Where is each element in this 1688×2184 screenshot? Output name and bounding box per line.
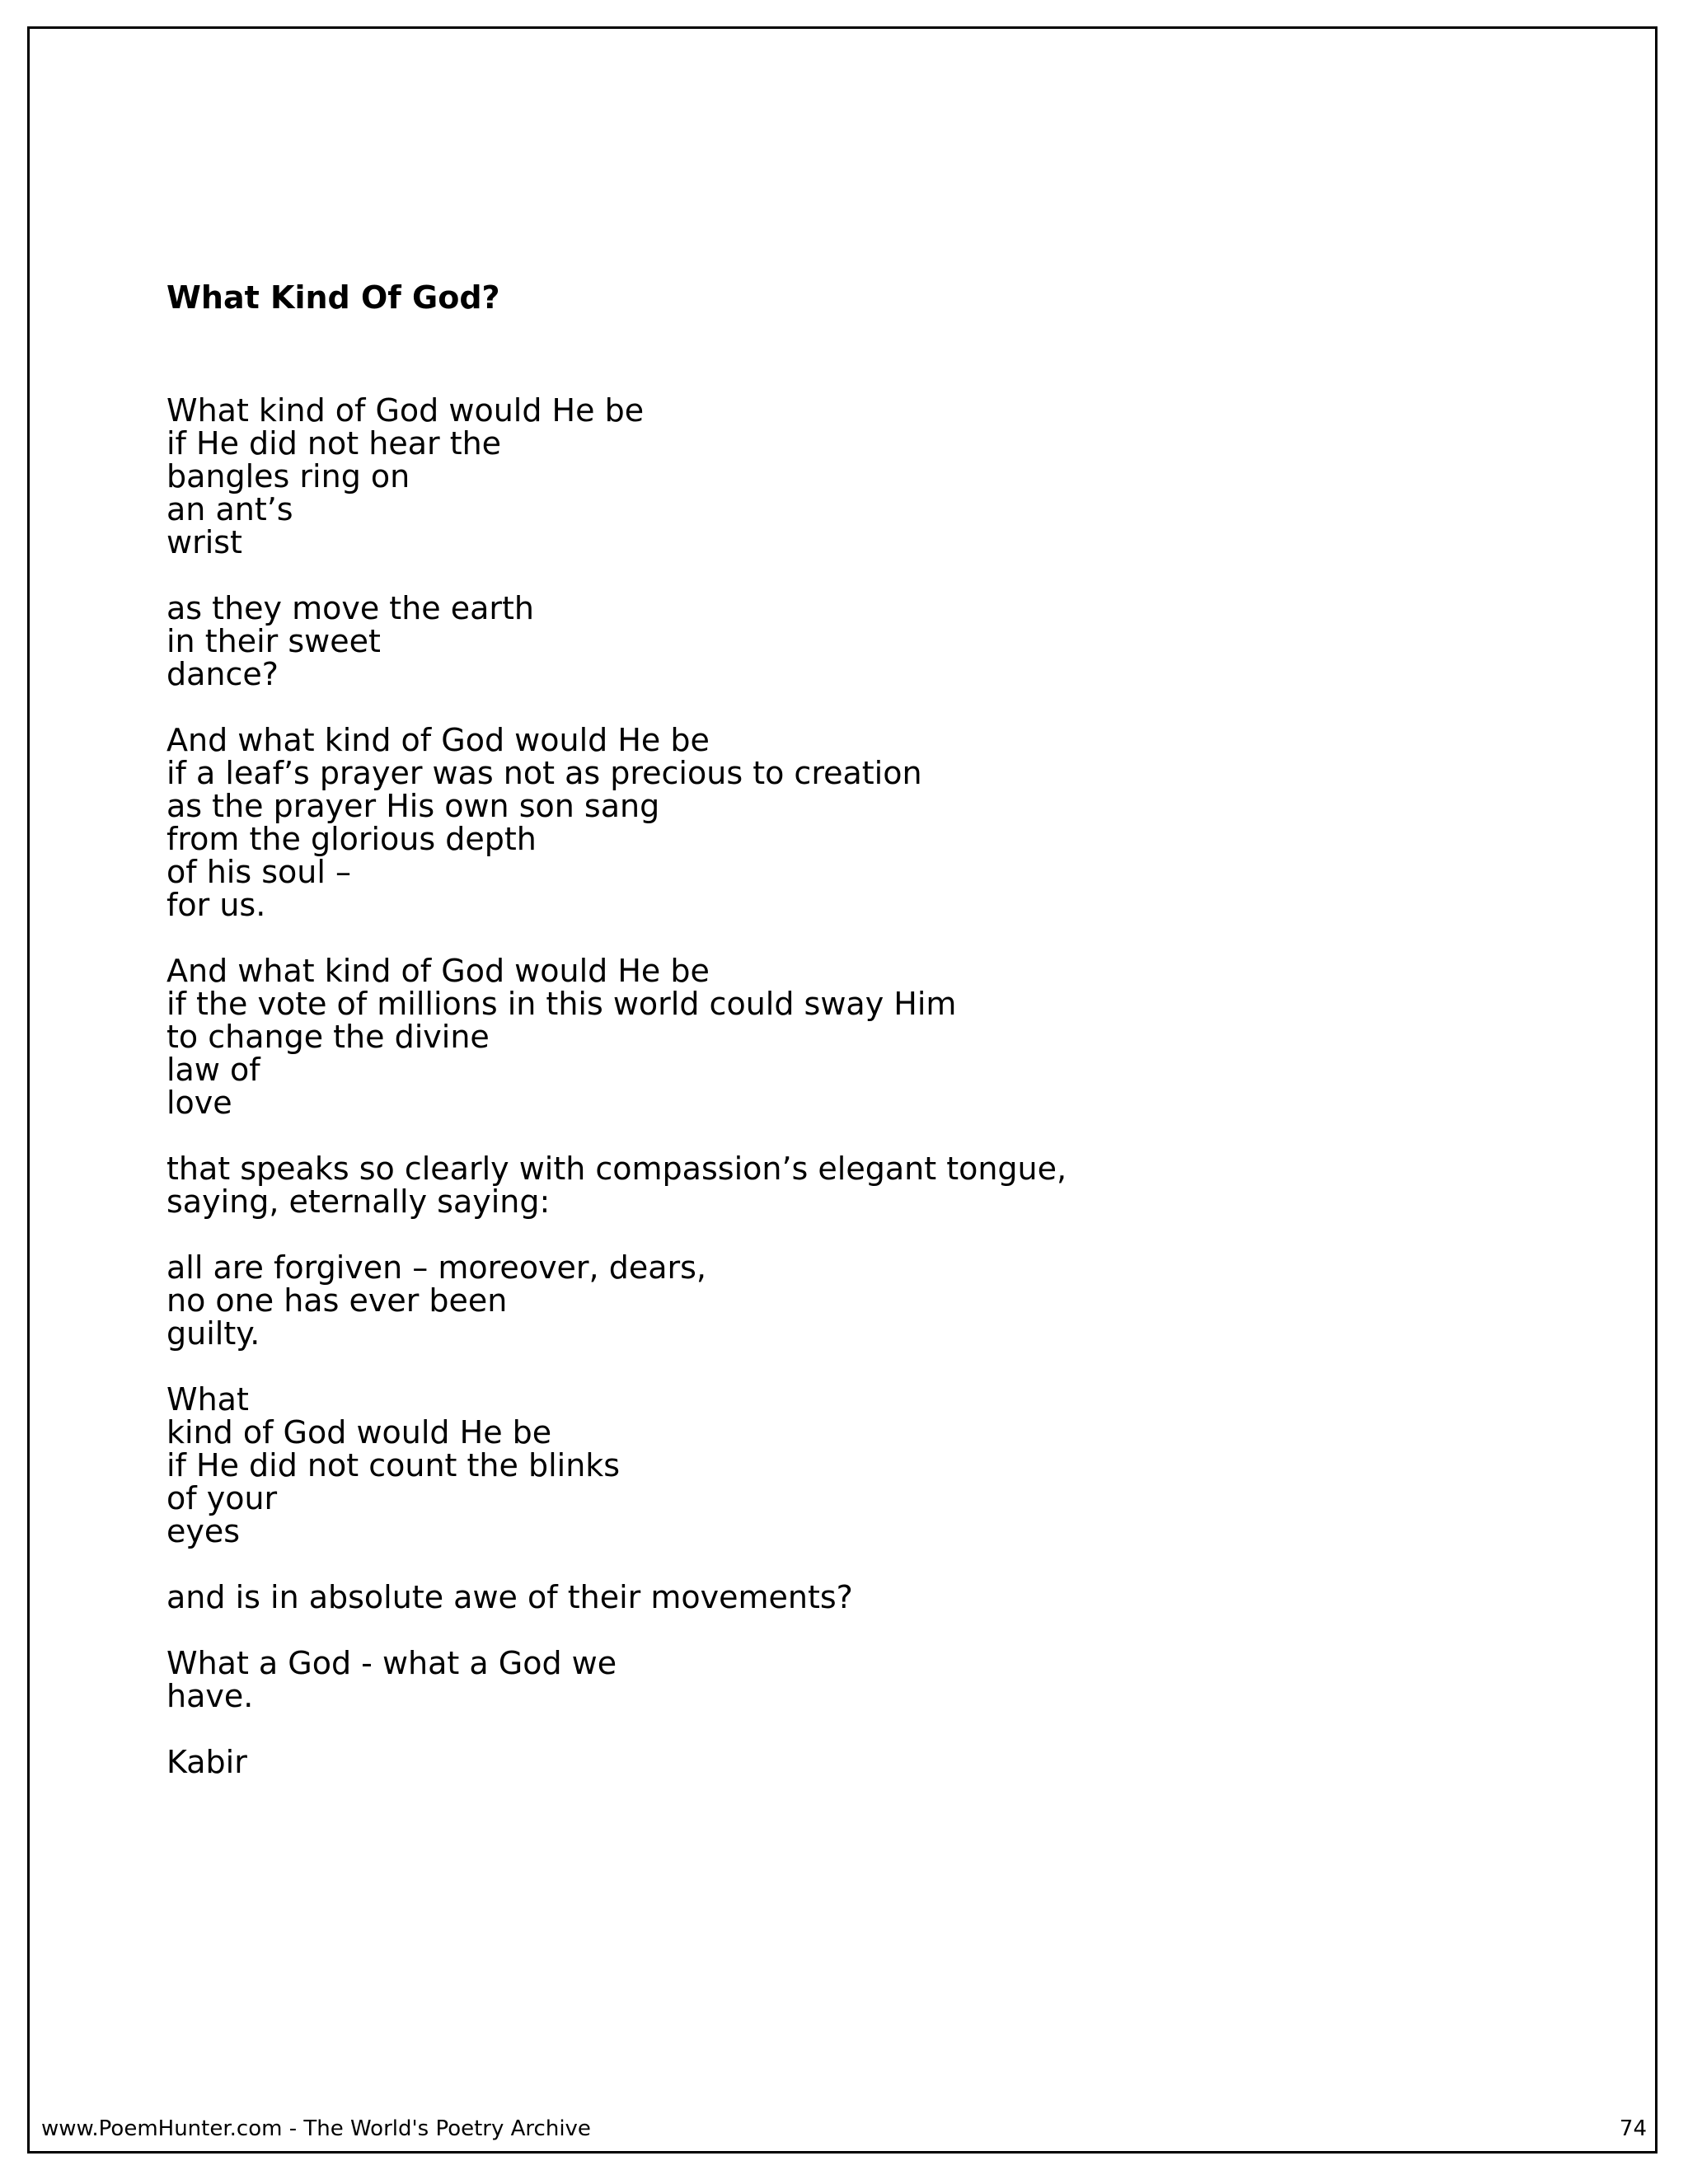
poem-line: from the glorious depth: [166, 821, 537, 857]
poem-line: love: [166, 1085, 232, 1121]
poem-line: if a leaf’s prayer was not as precious to creation: [166, 755, 922, 791]
poem-line: guilty.: [166, 1315, 260, 1352]
stanza: [166, 1383, 1067, 1548]
poem-line: law of: [166, 1052, 260, 1088]
stanza: [166, 394, 1067, 559]
stanza: [166, 1251, 1067, 1350]
poem-line: if the vote of millions in this world could sway Him: [166, 986, 957, 1022]
page-number: 74: [1619, 2116, 1647, 2141]
poem-line: wrist: [166, 524, 242, 560]
poem-line: What a God - what a God we: [166, 1645, 617, 1681]
poem-line: for us.: [166, 887, 266, 923]
poem-line: to change the divine: [166, 1019, 490, 1055]
poem-line: as the prayer His own son sang: [166, 788, 660, 824]
poem-line: as they move the earth: [166, 590, 535, 626]
poem-line: an ant’s: [166, 491, 293, 527]
poem-line: no one has ever been: [166, 1282, 508, 1319]
stanza: [166, 1581, 1067, 1614]
poem-line: that speaks so clearly with compassion’s elegant tongue,: [166, 1151, 1067, 1187]
poem-line: kind of God would He be: [166, 1414, 552, 1451]
poem-line: have.: [166, 1678, 254, 1714]
poem-line: if He did not hear the: [166, 425, 502, 462]
poem-line: eyes: [166, 1513, 241, 1549]
poem-line: And what kind of God would He be: [166, 953, 710, 989]
stanza: [166, 1647, 1067, 1713]
poem-line: saying, eternally saying:: [166, 1183, 551, 1220]
poem-line: What kind of God would He be: [166, 392, 645, 429]
poem-line: What: [166, 1381, 249, 1418]
poem-line: of his soul –: [166, 854, 351, 890]
stanza: [166, 1152, 1067, 1218]
poem-line: bangles ring on: [166, 458, 410, 494]
poem-body: [166, 394, 1067, 1779]
stanza: [166, 954, 1067, 1119]
poem-title: What Kind Of God?: [166, 279, 500, 316]
poem-author: Kabir: [166, 1744, 247, 1780]
poem-line: in their sweet: [166, 623, 381, 659]
poem-line: if He did not count the blinks: [166, 1447, 621, 1483]
poem-line: And what kind of God would He be: [166, 722, 710, 758]
poem-line: of your: [166, 1480, 278, 1516]
poem-line: dance?: [166, 656, 279, 692]
stanza: [166, 592, 1067, 691]
poem-line: all are forgiven – moreover, dears,: [166, 1249, 706, 1286]
footer-source: www.PoemHunter.com - The World's Poetry Archive: [41, 2116, 591, 2141]
poem-line: and is in absolute awe of their movements?: [166, 1579, 853, 1615]
stanza: [166, 724, 1067, 921]
